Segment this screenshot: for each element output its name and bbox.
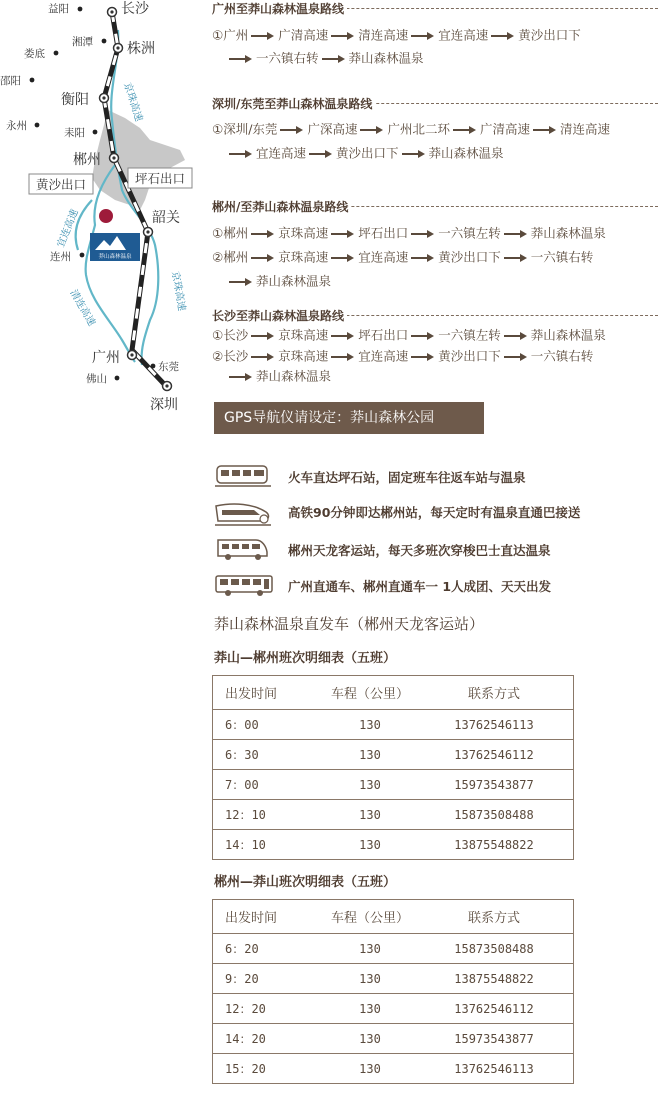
column-header: 出发时间 xyxy=(213,900,326,934)
route-node: 黄沙出口下 xyxy=(518,27,581,43)
route-node: 一六镇左转 xyxy=(438,225,501,241)
distance: 130 xyxy=(325,800,415,830)
route-node: 京珠高速 xyxy=(278,249,329,265)
city-label-zhuzhou: 株洲 xyxy=(127,41,155,57)
minibus-icon xyxy=(214,536,272,562)
route-step-line xyxy=(212,248,593,266)
route-title xyxy=(212,198,658,215)
contact-phone: 13762546112 xyxy=(415,740,574,770)
route-node: 京珠高速 xyxy=(278,348,329,364)
arrow-right-icon xyxy=(251,31,275,41)
departure-time: 7：00 xyxy=(213,770,326,800)
transport-text: 郴州天龙客运站，每天多班次穿梭巴士直达温泉 xyxy=(288,543,551,558)
contact-phone: 15873508488 xyxy=(415,800,574,830)
route-number: ① xyxy=(212,327,224,343)
route-step-line xyxy=(212,347,593,365)
contact-phone: 13762546113 xyxy=(415,1054,574,1084)
arrow-right-icon xyxy=(280,125,304,135)
column-header: 出发时间 xyxy=(213,676,326,710)
arrow-right-icon xyxy=(504,352,528,362)
route-node: 深圳/东莞 xyxy=(223,121,278,137)
city-label-shaoguan: 韶关 xyxy=(152,210,180,226)
route-number: ① xyxy=(212,121,224,137)
departure-time: 6：00 xyxy=(213,710,326,740)
route-node: 坪石出口 xyxy=(358,327,409,343)
route-node: 广清高速 xyxy=(278,27,329,43)
route-title-text: 深圳/东莞至莽山森林温泉路线 xyxy=(212,97,375,111)
contact-phone: 15973543877 xyxy=(415,770,574,800)
route-node: 一六镇右转 xyxy=(530,249,594,265)
table-row xyxy=(213,964,574,994)
route-node: 广清高速 xyxy=(479,121,530,137)
park-sign-label: 莽山森林温泉 xyxy=(98,254,132,260)
route-node: 宜连高速 xyxy=(256,145,307,161)
map-region-shape xyxy=(92,110,185,210)
route-title xyxy=(212,0,658,17)
route-number: ② xyxy=(212,348,224,364)
arrow-right-icon xyxy=(453,125,477,135)
table-title-chenzhou-mangshan: 郴州—莽山班次明细表（五班） xyxy=(214,875,397,890)
arrow-right-icon xyxy=(504,331,528,341)
arrow-right-icon xyxy=(533,125,557,135)
route-number: ② xyxy=(212,249,224,265)
contact-phone: 15873508488 xyxy=(415,934,574,964)
distance: 130 xyxy=(325,740,415,770)
departure-time: 9：20 xyxy=(213,964,326,994)
departure-time: 12：20 xyxy=(213,994,326,1024)
route-title-text: 郴州/至莽山森林温泉路线 xyxy=(212,200,351,214)
distance: 130 xyxy=(325,934,415,964)
route-step-line xyxy=(212,26,581,44)
route-node: 莽山森林温泉 xyxy=(530,327,606,343)
route-node: 莽山森林温泉 xyxy=(348,50,424,66)
route-step-line xyxy=(212,49,424,67)
arrow-right-icon xyxy=(229,54,253,64)
route-node: 一六镇右转 xyxy=(256,50,319,66)
departure-time: 6：30 xyxy=(213,740,326,770)
arrow-right-icon xyxy=(331,331,355,341)
city-label-leiyang: 耒阳 xyxy=(64,127,85,139)
route-node: 清连高速 xyxy=(358,27,409,43)
table-row xyxy=(213,770,574,800)
city-label-xiangtan: 湘潭 xyxy=(72,36,93,48)
transport-item-minibus xyxy=(214,536,654,562)
arrow-right-icon xyxy=(331,253,355,263)
table-row xyxy=(213,710,574,740)
arrow-right-icon xyxy=(251,229,275,239)
distance: 130 xyxy=(325,830,415,860)
departure-time: 14：20 xyxy=(213,1024,326,1054)
route-node: 广州 xyxy=(223,27,249,43)
contact-phone: 15973543877 xyxy=(415,1024,574,1054)
arrow-right-icon xyxy=(504,253,528,263)
park-sign xyxy=(90,233,140,261)
transport-text: 高铁90分钟即达郴州站，每天定时有温泉直通巴接送 xyxy=(288,505,581,520)
schedule-title: 莽山森林温泉直发车（郴州天龙客运站） xyxy=(214,615,485,633)
route-title xyxy=(212,95,658,112)
route-title-text: 长沙至莽山森林温泉路线 xyxy=(212,309,347,323)
departure-time: 14：10 xyxy=(213,830,326,860)
route-node: 郴州 xyxy=(223,225,249,241)
arrow-right-icon xyxy=(411,229,435,239)
exit-label-pingshi xyxy=(128,168,192,188)
route-step-line xyxy=(212,224,606,242)
route-node: 莽山森林温泉 xyxy=(256,273,332,289)
column-header: 车程（公里） xyxy=(325,900,415,934)
schedule-table-mangshan-chenzhou xyxy=(212,675,574,860)
transport-item-train xyxy=(214,463,654,489)
table-row xyxy=(213,740,574,770)
distance: 130 xyxy=(325,710,415,740)
city-label-foshan: 佛山 xyxy=(86,373,107,385)
route-title xyxy=(212,307,658,324)
arrow-right-icon xyxy=(402,149,426,159)
route-node: 清连高速 xyxy=(559,121,610,137)
table-row xyxy=(213,800,574,830)
route-step-line xyxy=(212,367,331,385)
transport-item-coach-bus xyxy=(214,572,654,598)
route-node: 宜连高速 xyxy=(358,348,409,364)
exit-label-huangsha xyxy=(29,174,93,194)
exit-text-pingshi: 坪石出口 xyxy=(134,171,186,186)
arrow-right-icon xyxy=(229,372,253,382)
table-header-row xyxy=(213,900,574,934)
city-label-lianzhou: 连州 xyxy=(50,251,71,263)
arrow-right-icon xyxy=(411,31,435,41)
transport-item-high-speed-train xyxy=(214,498,654,524)
city-label-yongzhou: 永州 xyxy=(6,120,27,132)
arrow-right-icon xyxy=(411,331,435,341)
route-step-line xyxy=(212,272,331,290)
contact-phone: 13875548822 xyxy=(415,830,574,860)
arrow-right-icon xyxy=(251,352,275,362)
column-header: 联系方式 xyxy=(415,676,574,710)
contact-phone: 13762546113 xyxy=(415,710,574,740)
table-row xyxy=(213,934,574,964)
arrow-right-icon xyxy=(360,125,384,135)
route-node: 黄沙出口下 xyxy=(336,145,399,161)
route-node: 广州北二环 xyxy=(387,121,450,137)
route-node: 莽山森林温泉 xyxy=(428,145,504,161)
highway-label-yilian: 宜连高速 xyxy=(55,207,81,250)
route-node: 京珠高速 xyxy=(278,225,329,241)
table-row xyxy=(213,830,574,860)
transport-text: 广州直通车、郴州直通车一 1人成团、天天出发 xyxy=(288,579,552,594)
city-label-yiyang: 益阳 xyxy=(48,3,69,15)
exit-text-huangsha: 黄沙出口 xyxy=(35,177,87,192)
route-title-text: 广州至莽山森林温泉路线 xyxy=(212,2,347,16)
arrow-right-icon xyxy=(411,352,435,362)
distance: 130 xyxy=(325,964,415,994)
schedule-table-chenzhou-mangshan xyxy=(212,899,574,1084)
contact-phone: 13762546112 xyxy=(415,994,574,1024)
route-node: 莽山森林温泉 xyxy=(530,225,606,241)
arrow-right-icon xyxy=(504,229,528,239)
arrow-right-icon xyxy=(331,31,355,41)
route-node: 广深高速 xyxy=(307,121,358,137)
route-number: ① xyxy=(212,225,224,241)
city-label-shenzhen: 深圳 xyxy=(150,397,178,413)
route-node: 郴州 xyxy=(223,249,249,265)
city-label-chenzhou: 郴州 xyxy=(73,152,101,168)
route-node: 一六镇右转 xyxy=(530,348,594,364)
highway-label-qinglian: 清连高速 xyxy=(67,288,97,329)
departure-time: 12：10 xyxy=(213,800,326,830)
high-speed-train-icon xyxy=(214,498,272,528)
route-number: ① xyxy=(212,27,224,43)
arrow-right-icon xyxy=(251,331,275,341)
distance: 130 xyxy=(325,994,415,1024)
city-label-shaoyang: 邵阳 xyxy=(0,75,21,87)
arrow-right-icon xyxy=(331,352,355,362)
distance: 130 xyxy=(325,770,415,800)
arrow-right-icon xyxy=(411,253,435,263)
arrow-right-icon xyxy=(309,149,333,159)
departure-time: 15：20 xyxy=(213,1054,326,1084)
route-node: 宜连高速 xyxy=(438,27,489,43)
train-icon xyxy=(214,463,272,489)
coach-bus-icon xyxy=(214,572,276,598)
route-node: 京珠高速 xyxy=(278,327,329,343)
route-step-line xyxy=(212,326,606,344)
city-label-hengyang: 衡阳 xyxy=(61,92,89,108)
table-row xyxy=(213,1024,574,1054)
route-node: 黄沙出口下 xyxy=(438,249,501,265)
city-label-changsha: 长沙 xyxy=(121,1,149,17)
arrow-right-icon xyxy=(251,253,275,263)
city-label-guangzhou: 广州 xyxy=(92,350,120,366)
table-row xyxy=(213,1054,574,1084)
arrow-right-icon xyxy=(229,277,253,287)
column-header: 联系方式 xyxy=(415,900,574,934)
table-title-mangshan-chenzhou: 莽山—郴州班次明细表（五班） xyxy=(214,651,397,666)
route-step-line xyxy=(212,144,504,162)
route-node: 坪石出口 xyxy=(358,225,409,241)
distance: 130 xyxy=(325,1054,415,1084)
route-node: 宜连高速 xyxy=(358,249,409,265)
route-map xyxy=(0,0,205,420)
arrow-right-icon xyxy=(331,229,355,239)
city-label-loudi: 娄底 xyxy=(24,48,45,60)
city-label-dongguan: 东莞 xyxy=(158,361,179,373)
contact-phone: 13875548822 xyxy=(415,964,574,994)
departure-time: 6：20 xyxy=(213,934,326,964)
highway-label-jingzhu-south: 京珠高速 xyxy=(169,270,187,312)
table-row xyxy=(213,994,574,1024)
hotspring-marker-icon xyxy=(99,209,113,223)
column-header: 车程（公里） xyxy=(325,676,415,710)
transport-text: 火车直达坪石站，固定班车往返车站与温泉 xyxy=(288,470,526,485)
route-node: 长沙 xyxy=(223,327,249,343)
arrow-right-icon xyxy=(491,31,515,41)
arrow-right-icon xyxy=(322,54,346,64)
highway-label-jingzhu-north: 京珠高速 xyxy=(121,81,144,123)
route-step-line xyxy=(212,120,610,138)
gps-setting-banner: GPS导航仪请设定：莽山森林公园 xyxy=(214,402,484,434)
route-node: 一六镇左转 xyxy=(438,327,501,343)
route-node: 长沙 xyxy=(223,348,249,364)
distance: 130 xyxy=(325,1024,415,1054)
table-header-row xyxy=(213,676,574,710)
route-node: 莽山森林温泉 xyxy=(256,368,332,384)
route-node: 黄沙出口下 xyxy=(438,348,501,364)
arrow-right-icon xyxy=(229,149,253,159)
